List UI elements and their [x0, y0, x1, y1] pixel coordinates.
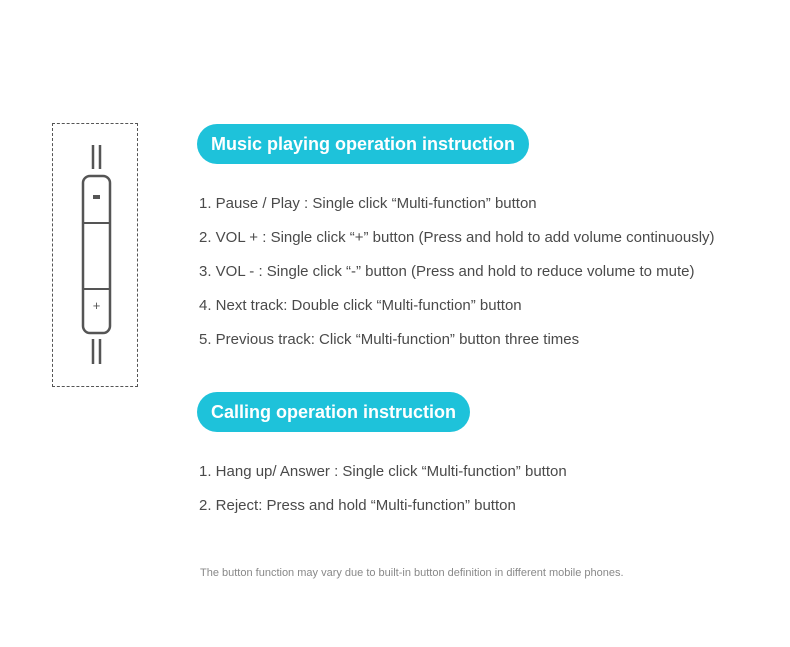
calling-instruction-list — [199, 455, 567, 523]
minus-button-icon — [93, 195, 100, 199]
list-item: 3. VOL - : Single click “-” button (Press and hold to reduce volume to mute) — [199, 263, 695, 280]
list-item: 2. Reject: Press and hold “Multi-function” button — [199, 497, 516, 514]
list-item: 2. VOL + : Single click “+” button (Press and hold to add volume continuously) — [199, 229, 715, 246]
calling-section-title: Calling operation instruction — [197, 392, 470, 432]
remote-control-icon — [53, 124, 139, 388]
list-item: 5. Previous track: Click “Multi-function” button three times — [199, 331, 580, 348]
music-section-title: Music playing operation instruction — [197, 124, 529, 164]
music-instruction-list — [199, 187, 715, 357]
plus-button-label: + — [92, 298, 101, 313]
footnote: The button function may vary due to built-in button definition in different mobile phones. — [200, 567, 624, 579]
list-item: 1. Pause / Play : Single click “Multi-function” button — [199, 195, 537, 212]
list-item: 1. Hang up/ Answer : Single click “Multi-function” button — [199, 463, 567, 480]
list-item: 4. Next track: Double click “Multi-function” button — [199, 297, 522, 314]
remote-control-illustration — [52, 123, 138, 387]
